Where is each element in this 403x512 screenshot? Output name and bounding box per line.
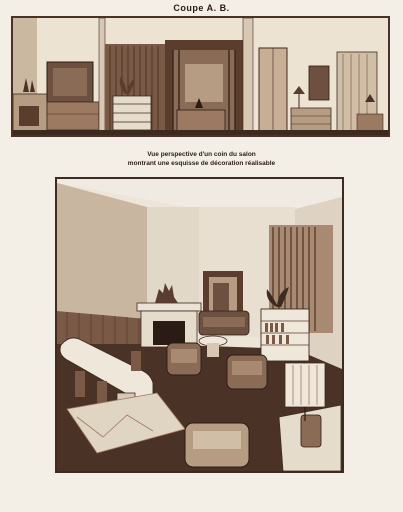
caption-line-2: montrant une esquisse de décoration réalisable (127, 160, 276, 167)
figure-caption (60, 150, 343, 168)
section-elevation-drawing (11, 16, 390, 137)
caption-line-1: Vue perspective d'un coin du salon (147, 151, 256, 158)
salon-perspective-illustration (55, 177, 344, 473)
section-title: Coupe A. B. (173, 3, 230, 13)
